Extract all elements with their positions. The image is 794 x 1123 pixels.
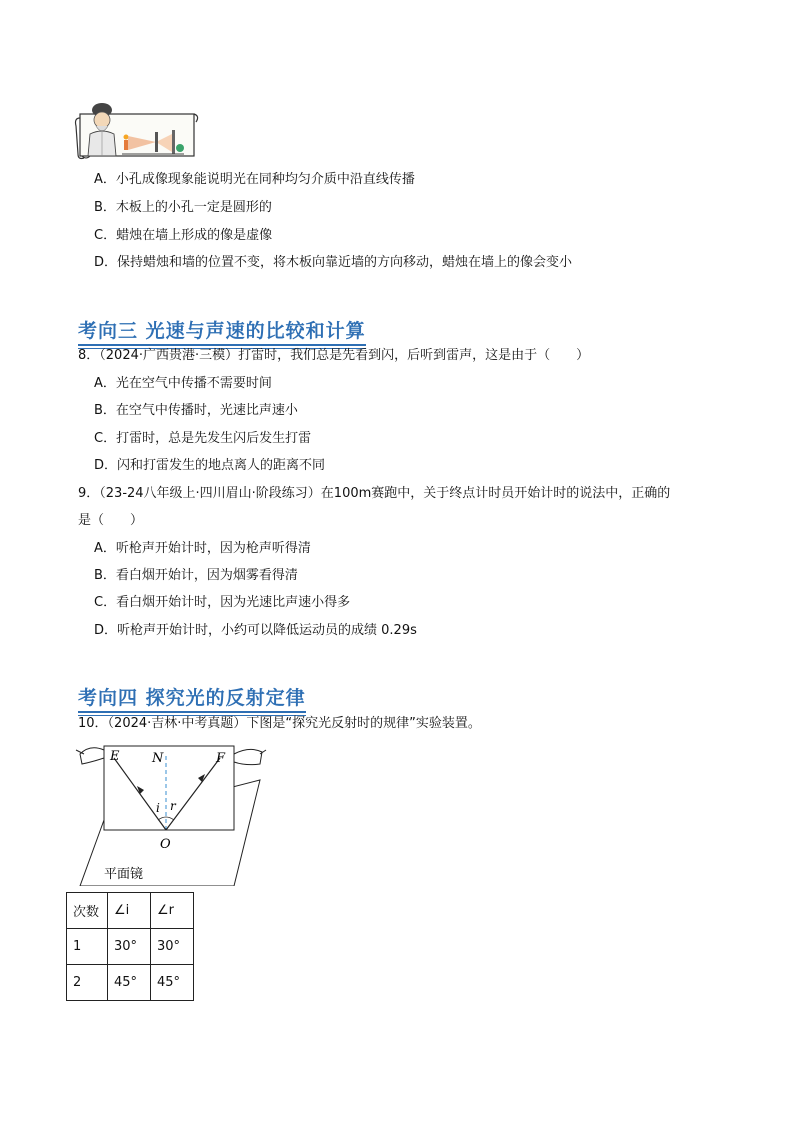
- table-header-cell: 次数: [67, 893, 108, 929]
- section-title-3: 考向三 光速与声速的比较和计算: [78, 319, 366, 346]
- table-row: [67, 929, 194, 965]
- table-row: [67, 965, 194, 1001]
- table-cell: 45°: [151, 965, 194, 1001]
- section-title-4: 考向四 探究光的反射定律: [78, 686, 306, 713]
- q7-option-b: B．木板上的小孔一定是圆形的: [94, 200, 272, 215]
- q9-option-c: C．看白烟开始计时，因为光速比声速小得多: [94, 595, 351, 610]
- q10-stem: 10．（2024·吉林·中考真题）下图是“探究光反射时的规律”实验装置。: [78, 716, 481, 731]
- table-cell: 1: [67, 929, 108, 965]
- table-header-cell: ∠r: [151, 893, 194, 929]
- table-cell: 30°: [151, 929, 194, 965]
- q9-option-d: D．听枪声开始计时，小约可以降低运动员的成绩 0.29s: [94, 623, 417, 638]
- q9-option-b: B．看白烟开始计，因为烟雾看得清: [94, 568, 298, 583]
- q8-option-d: D．闪和打雷发生的地点离人的距离不同: [94, 458, 326, 473]
- q8-option-c: C．打雷时，总是先发生闪后发生打雷: [94, 431, 312, 446]
- q8-option-a: A．光在空气中传播不需要时间: [94, 376, 272, 391]
- label-n: N: [152, 751, 164, 766]
- q7-option-c: C．蜡烛在墙上形成的像是虚像: [94, 228, 273, 243]
- table-cell: 30°: [108, 929, 151, 965]
- pinhole-illustration: [72, 96, 200, 162]
- reflection-diagram: [74, 740, 270, 886]
- label-o: O: [160, 837, 171, 852]
- table-header-cell: ∠i: [108, 893, 151, 929]
- q9-stem-line1: 9．（23-24八年级上·四川眉山·阶段练习）在100m赛跑中，关于终点计时员开始计时的说法中，正确的: [78, 486, 671, 501]
- label-r: r: [170, 799, 176, 813]
- q7-option-a: A．小孔成像现象能说明光在同种均匀介质中沿直线传播: [94, 172, 415, 187]
- table-header-row: [67, 893, 194, 929]
- label-f: F: [216, 751, 226, 766]
- label-e: E: [110, 749, 120, 764]
- mirror-label: 平面镜: [104, 867, 144, 882]
- q9-stem-line2: 是（ ）: [78, 513, 144, 528]
- label-i: i: [156, 801, 160, 815]
- q8-option-b: B．在空气中传播时，光速比声速小: [94, 403, 298, 418]
- q9-option-a: A．听枪声开始计时，因为枪声听得清: [94, 541, 311, 556]
- q7-option-d: D．保持蜡烛和墙的位置不变，将木板向靠近墙的方向移动，蜡烛在墙上的像会变小: [94, 255, 573, 270]
- table-cell: 45°: [108, 965, 151, 1001]
- angle-table: [66, 892, 194, 1001]
- q8-stem: 8．（2024·广西贵港·三模）打雷时，我们总是先看到闪，后听到雷声，这是由于（ ）: [78, 348, 590, 363]
- table-cell: 2: [67, 965, 108, 1001]
